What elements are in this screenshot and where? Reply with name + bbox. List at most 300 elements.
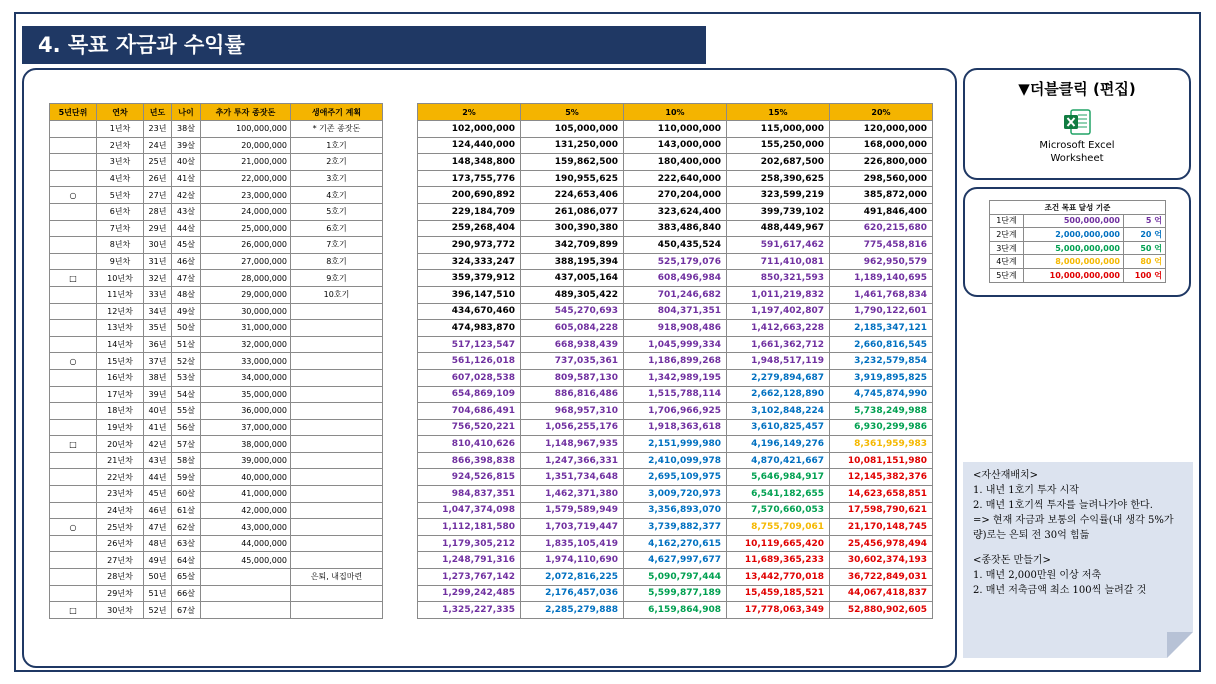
rate-value-cell: 11,689,365,233 bbox=[727, 552, 830, 569]
table-row bbox=[418, 286, 933, 303]
table-row bbox=[50, 137, 383, 154]
rate-value-cell: 399,739,102 bbox=[727, 203, 830, 220]
plan-cell: 39년 bbox=[144, 386, 172, 403]
criteria-stage: 1단계 bbox=[990, 214, 1024, 228]
rate-value-cell: 434,670,460 bbox=[418, 303, 521, 320]
rate-value-cell: 36,722,849,031 bbox=[830, 569, 933, 586]
rate-value-cell: 804,371,351 bbox=[624, 303, 727, 320]
plan-cell: * 기존 종잣돈 bbox=[291, 121, 383, 138]
plan-cell: 46살 bbox=[172, 253, 201, 270]
rate-value-cell: 2,410,099,978 bbox=[624, 452, 727, 469]
plan-cell: 26년차 bbox=[97, 535, 144, 552]
plan-cell bbox=[50, 452, 97, 469]
rate-value-cell: 866,398,838 bbox=[418, 452, 521, 469]
criteria-stage: 2단계 bbox=[990, 228, 1024, 242]
plan-cell: 28년 bbox=[144, 203, 172, 220]
rate-value-cell: 1,112,181,580 bbox=[418, 519, 521, 536]
rate-value-cell: 21,170,148,745 bbox=[830, 519, 933, 536]
plan-cell bbox=[291, 469, 383, 486]
table-row bbox=[418, 602, 933, 619]
plan-cell: 39,000,000 bbox=[201, 452, 291, 469]
table-row bbox=[50, 386, 383, 403]
table-row bbox=[418, 220, 933, 237]
plan-cell: ○ bbox=[50, 187, 97, 204]
table-row bbox=[418, 486, 933, 503]
table-row bbox=[418, 237, 933, 254]
double-click-title: ▼더블클릭 (편집) bbox=[1018, 80, 1136, 98]
table-row bbox=[50, 403, 383, 420]
plan-cell: 35,000,000 bbox=[201, 386, 291, 403]
plan-cell: 61살 bbox=[172, 502, 201, 519]
plan-cell: 19년차 bbox=[97, 419, 144, 436]
table-row bbox=[50, 203, 383, 220]
memo-note bbox=[963, 462, 1193, 658]
plan-cell bbox=[50, 585, 97, 602]
plan-cell: 37,000,000 bbox=[201, 419, 291, 436]
table-row bbox=[50, 220, 383, 237]
table-row bbox=[50, 486, 383, 503]
plan-cell: 34,000,000 bbox=[201, 369, 291, 386]
plan-header-cell: 추가 투자 종잣돈 bbox=[201, 104, 291, 121]
plan-cell bbox=[291, 320, 383, 337]
table-row bbox=[50, 121, 383, 138]
plan-cell: 26,000,000 bbox=[201, 237, 291, 254]
rate-header-cell: 5% bbox=[521, 104, 624, 121]
criteria-row bbox=[990, 255, 1166, 269]
plan-cell bbox=[291, 353, 383, 370]
table-row bbox=[418, 569, 933, 586]
rate-value-cell: 6,541,182,655 bbox=[727, 486, 830, 503]
plan-cell: 21,000,000 bbox=[201, 154, 291, 171]
plan-cell: 42년 bbox=[144, 436, 172, 453]
rate-value-cell: 1,148,967,935 bbox=[521, 436, 624, 453]
rate-value-cell: 775,458,816 bbox=[830, 237, 933, 254]
rate-value-cell: 1,661,362,712 bbox=[727, 336, 830, 353]
rate-value-cell: 608,496,984 bbox=[624, 270, 727, 287]
plan-cell bbox=[291, 403, 383, 420]
plan-cell: 23년 bbox=[144, 121, 172, 138]
rate-value-cell: 8,755,709,061 bbox=[727, 519, 830, 536]
plan-cell: 27년 bbox=[144, 187, 172, 204]
rate-value-cell: 1,412,663,228 bbox=[727, 320, 830, 337]
rate-header-cell: 20% bbox=[830, 104, 933, 121]
plan-cell: 44살 bbox=[172, 220, 201, 237]
plan-cell: 46년 bbox=[144, 502, 172, 519]
rate-value-cell: 14,623,658,851 bbox=[830, 486, 933, 503]
table-row bbox=[418, 303, 933, 320]
rate-value-cell: 124,440,000 bbox=[418, 137, 521, 154]
plan-cell: 37년 bbox=[144, 353, 172, 370]
criteria-row bbox=[990, 228, 1166, 242]
criteria-row bbox=[990, 214, 1166, 228]
rate-value-cell: 5,599,877,189 bbox=[624, 585, 727, 602]
plan-cell: 20년차 bbox=[97, 436, 144, 453]
excel-label-line1: Microsoft Excel bbox=[1039, 140, 1115, 151]
plan-cell: 14년차 bbox=[97, 336, 144, 353]
rate-value-cell: 1,189,140,695 bbox=[830, 270, 933, 287]
rate-value-cell: 342,709,899 bbox=[521, 237, 624, 254]
table-row bbox=[50, 286, 383, 303]
plan-cell: 2년차 bbox=[97, 137, 144, 154]
plan-cell bbox=[50, 336, 97, 353]
rate-value-cell: 202,687,500 bbox=[727, 154, 830, 171]
plan-cell: 29년차 bbox=[97, 585, 144, 602]
rate-value-cell: 5,738,249,988 bbox=[830, 403, 933, 420]
rate-value-cell: 1,047,374,098 bbox=[418, 502, 521, 519]
plan-cell: 56살 bbox=[172, 419, 201, 436]
table-row bbox=[418, 502, 933, 519]
rate-value-cell: 383,486,840 bbox=[624, 220, 727, 237]
rate-value-cell: 3,102,848,224 bbox=[727, 403, 830, 420]
page-title: 4. 목표 자금과 수익률 bbox=[22, 26, 706, 64]
table-row bbox=[50, 502, 383, 519]
plan-cell: 7년차 bbox=[97, 220, 144, 237]
rate-value-cell: 886,816,486 bbox=[521, 386, 624, 403]
rate-value-cell: 1,273,767,142 bbox=[418, 569, 521, 586]
plan-cell bbox=[291, 369, 383, 386]
note-seed-item-2: 2. 매년 저축금액 최소 100씩 늘려갈 것 bbox=[973, 585, 1147, 596]
table-row bbox=[418, 170, 933, 187]
criteria-short: 5 억 bbox=[1124, 214, 1166, 228]
plan-cell: 25년차 bbox=[97, 519, 144, 536]
plan-cell: 43살 bbox=[172, 203, 201, 220]
plan-cell bbox=[50, 469, 97, 486]
plan-cell: 40년 bbox=[144, 403, 172, 420]
rate-value-cell: 15,459,185,521 bbox=[727, 585, 830, 602]
plan-cell: 40살 bbox=[172, 154, 201, 171]
rate-value-cell: 190,955,625 bbox=[521, 170, 624, 187]
return-rate-table bbox=[417, 103, 933, 619]
plan-cell: 38년 bbox=[144, 369, 172, 386]
rate-value-cell: 7,570,660,053 bbox=[727, 502, 830, 519]
rate-value-cell: 1,351,734,648 bbox=[521, 469, 624, 486]
plan-cell: 32,000,000 bbox=[201, 336, 291, 353]
plan-cell: 28년차 bbox=[97, 569, 144, 586]
table-row bbox=[50, 270, 383, 287]
table-row bbox=[50, 187, 383, 204]
rate-value-cell: 810,410,626 bbox=[418, 436, 521, 453]
rate-value-cell: 10,119,665,420 bbox=[727, 535, 830, 552]
rate-value-cell: 607,028,538 bbox=[418, 369, 521, 386]
plan-cell: 23,000,000 bbox=[201, 187, 291, 204]
rate-value-cell: 2,176,457,036 bbox=[521, 585, 624, 602]
criteria-short: 100 억 bbox=[1124, 268, 1166, 282]
plan-cell: 30년 bbox=[144, 237, 172, 254]
criteria-short: 20 억 bbox=[1124, 228, 1166, 242]
rate-value-cell: 704,686,491 bbox=[418, 403, 521, 420]
rate-value-cell: 222,640,000 bbox=[624, 170, 727, 187]
rate-value-cell: 3,232,579,854 bbox=[830, 353, 933, 370]
plan-cell bbox=[291, 436, 383, 453]
plan-cell: 31,000,000 bbox=[201, 320, 291, 337]
plan-cell: 36,000,000 bbox=[201, 403, 291, 420]
plan-cell: 67살 bbox=[172, 602, 201, 619]
rate-value-cell: 8,361,959,983 bbox=[830, 436, 933, 453]
rate-value-cell: 324,333,247 bbox=[418, 253, 521, 270]
plan-cell bbox=[291, 419, 383, 436]
rate-value-cell: 605,084,228 bbox=[521, 320, 624, 337]
plan-cell: 41년 bbox=[144, 419, 172, 436]
rate-value-cell: 2,072,816,225 bbox=[521, 569, 624, 586]
investment-plan-table bbox=[49, 103, 383, 619]
rate-value-cell: 120,000,000 bbox=[830, 121, 933, 138]
rate-value-cell: 270,204,000 bbox=[624, 187, 727, 204]
plan-cell: 28,000,000 bbox=[201, 270, 291, 287]
plan-cell bbox=[291, 535, 383, 552]
plan-cell: 39살 bbox=[172, 137, 201, 154]
rate-value-cell: 155,250,000 bbox=[727, 137, 830, 154]
plan-header-cell: 연차 bbox=[97, 104, 144, 121]
table-row bbox=[50, 369, 383, 386]
table-row bbox=[418, 585, 933, 602]
rate-value-cell: 1,197,402,807 bbox=[727, 303, 830, 320]
table-row bbox=[418, 403, 933, 420]
plan-cell: 34년 bbox=[144, 303, 172, 320]
plan-cell: 30,000,000 bbox=[201, 303, 291, 320]
rate-value-cell: 323,624,400 bbox=[624, 203, 727, 220]
rate-value-cell: 924,526,815 bbox=[418, 469, 521, 486]
plan-cell: 32년 bbox=[144, 270, 172, 287]
rate-value-cell: 2,660,816,545 bbox=[830, 336, 933, 353]
rate-value-cell: 2,185,347,121 bbox=[830, 320, 933, 337]
rate-value-cell: 143,000,000 bbox=[624, 137, 727, 154]
plan-cell: 31년 bbox=[144, 253, 172, 270]
table-row bbox=[418, 369, 933, 386]
table-row bbox=[418, 419, 933, 436]
rate-value-cell: 1,706,966,925 bbox=[624, 403, 727, 420]
plan-cell: 9년차 bbox=[97, 253, 144, 270]
table-row bbox=[418, 386, 933, 403]
rate-value-cell: 620,215,680 bbox=[830, 220, 933, 237]
rate-value-cell: 298,560,000 bbox=[830, 170, 933, 187]
goal-criteria-title: 조건 목표 달성 기준 bbox=[990, 201, 1166, 215]
rate-value-cell: 1,248,791,316 bbox=[418, 552, 521, 569]
rate-value-cell: 385,872,000 bbox=[830, 187, 933, 204]
plan-cell bbox=[291, 502, 383, 519]
plan-cell: 57살 bbox=[172, 436, 201, 453]
plan-cell: 5호기 bbox=[291, 203, 383, 220]
rate-value-cell: 654,869,109 bbox=[418, 386, 521, 403]
plan-cell: 3호기 bbox=[291, 170, 383, 187]
table-row bbox=[50, 552, 383, 569]
rate-value-cell: 2,285,279,888 bbox=[521, 602, 624, 619]
rate-value-cell: 259,268,404 bbox=[418, 220, 521, 237]
rate-value-cell: 226,800,000 bbox=[830, 154, 933, 171]
plan-cell: 60살 bbox=[172, 486, 201, 503]
note-seed-title: <종잣돈 만들기> bbox=[973, 555, 1051, 566]
table-row bbox=[50, 336, 383, 353]
rate-value-cell: 1,515,788,114 bbox=[624, 386, 727, 403]
plan-cell: 9호기 bbox=[291, 270, 383, 287]
plan-cell: 58살 bbox=[172, 452, 201, 469]
rate-value-cell: 3,739,882,377 bbox=[624, 519, 727, 536]
rate-value-cell: 17,598,790,621 bbox=[830, 502, 933, 519]
rate-value-cell: 180,400,000 bbox=[624, 154, 727, 171]
table-row bbox=[418, 253, 933, 270]
plan-cell: 53살 bbox=[172, 369, 201, 386]
table-row bbox=[418, 154, 933, 171]
rate-value-cell: 300,390,380 bbox=[521, 220, 624, 237]
rate-value-cell: 17,778,063,349 bbox=[727, 602, 830, 619]
plan-cell bbox=[50, 137, 97, 154]
rate-value-cell: 168,000,000 bbox=[830, 137, 933, 154]
rate-value-cell: 488,449,967 bbox=[727, 220, 830, 237]
plan-cell: 36년 bbox=[144, 336, 172, 353]
plan-cell: 41,000,000 bbox=[201, 486, 291, 503]
rate-value-cell: 102,000,000 bbox=[418, 121, 521, 138]
rate-value-cell: 52,880,902,605 bbox=[830, 602, 933, 619]
plan-header-cell: 나이 bbox=[172, 104, 201, 121]
table-row bbox=[418, 320, 933, 337]
plan-cell: 4년차 bbox=[97, 170, 144, 187]
rate-value-cell: 474,983,870 bbox=[418, 320, 521, 337]
table-row bbox=[50, 237, 383, 254]
plan-cell: 12년차 bbox=[97, 303, 144, 320]
note-asset-item-3: => 현재 자금과 보통의 수익률(내 생각 5%가 량)로는 은퇴 전 30억 힘듦 bbox=[973, 515, 1174, 541]
plan-cell bbox=[50, 386, 97, 403]
plan-cell: 6호기 bbox=[291, 220, 383, 237]
plan-cell: 2호기 bbox=[291, 154, 383, 171]
rate-value-cell: 6,159,864,908 bbox=[624, 602, 727, 619]
rate-value-cell: 1,948,517,119 bbox=[727, 353, 830, 370]
plan-cell: 43년 bbox=[144, 452, 172, 469]
rate-value-cell: 962,950,579 bbox=[830, 253, 933, 270]
plan-cell bbox=[291, 585, 383, 602]
goal-criteria-panel bbox=[963, 187, 1191, 297]
rate-value-cell: 396,147,510 bbox=[418, 286, 521, 303]
plan-cell: 38,000,000 bbox=[201, 436, 291, 453]
rate-value-cell: 5,090,797,444 bbox=[624, 569, 727, 586]
plan-cell bbox=[50, 170, 97, 187]
plan-cell: 18년차 bbox=[97, 403, 144, 420]
rate-value-cell: 10,081,151,980 bbox=[830, 452, 933, 469]
rate-value-cell: 159,862,500 bbox=[521, 154, 624, 171]
rate-value-cell: 1,974,110,690 bbox=[521, 552, 624, 569]
plan-cell: 64살 bbox=[172, 552, 201, 569]
plan-cell: □ bbox=[50, 602, 97, 619]
table-row bbox=[50, 170, 383, 187]
rate-value-cell: 2,695,109,975 bbox=[624, 469, 727, 486]
plan-cell: □ bbox=[50, 270, 97, 287]
rate-value-cell: 115,000,000 bbox=[727, 121, 830, 138]
plan-cell: 35년 bbox=[144, 320, 172, 337]
plan-cell: 24년 bbox=[144, 137, 172, 154]
table-row bbox=[50, 320, 383, 337]
plan-cell bbox=[50, 154, 97, 171]
rate-value-cell: 3,919,895,825 bbox=[830, 369, 933, 386]
rate-value-cell: 12,145,382,376 bbox=[830, 469, 933, 486]
rate-value-cell: 1,056,255,176 bbox=[521, 419, 624, 436]
plan-cell: 4호기 bbox=[291, 187, 383, 204]
table-row bbox=[50, 353, 383, 370]
criteria-stage: 3단계 bbox=[990, 241, 1024, 255]
rate-value-cell: 3,356,893,070 bbox=[624, 502, 727, 519]
rate-value-cell: 711,410,081 bbox=[727, 253, 830, 270]
excel-icon[interactable] bbox=[1062, 107, 1092, 137]
plan-cell: 22,000,000 bbox=[201, 170, 291, 187]
double-click-edit-panel[interactable] bbox=[963, 68, 1191, 180]
plan-header-cell: 5년단위 bbox=[50, 104, 97, 121]
criteria-short: 50 억 bbox=[1124, 241, 1166, 255]
plan-cell: 15년차 bbox=[97, 353, 144, 370]
rate-value-cell: 2,151,999,980 bbox=[624, 436, 727, 453]
rate-value-cell: 1,461,768,834 bbox=[830, 286, 933, 303]
note-asset-item-2: 2. 매년 1호기씩 투자를 늘려나가야 한다. bbox=[973, 500, 1153, 511]
table-row bbox=[50, 535, 383, 552]
table-row bbox=[418, 353, 933, 370]
plan-cell bbox=[50, 203, 97, 220]
rate-value-cell: 809,587,130 bbox=[521, 369, 624, 386]
rate-value-cell: 261,086,077 bbox=[521, 203, 624, 220]
plan-cell bbox=[291, 452, 383, 469]
rate-value-cell: 591,617,462 bbox=[727, 237, 830, 254]
table-row bbox=[50, 303, 383, 320]
rate-value-cell: 30,602,374,193 bbox=[830, 552, 933, 569]
plan-cell: 8호기 bbox=[291, 253, 383, 270]
rate-value-cell: 561,126,018 bbox=[418, 353, 521, 370]
plan-cell: 10년차 bbox=[97, 270, 144, 287]
rate-value-cell: 4,196,149,276 bbox=[727, 436, 830, 453]
plan-cell: □ bbox=[50, 436, 97, 453]
table-row bbox=[418, 519, 933, 536]
plan-cell: 49년 bbox=[144, 552, 172, 569]
criteria-amount: 500,000,000 bbox=[1024, 214, 1124, 228]
plan-cell bbox=[291, 386, 383, 403]
rate-value-cell: 4,162,270,615 bbox=[624, 535, 727, 552]
rate-value-cell: 737,035,361 bbox=[521, 353, 624, 370]
plan-cell: 59살 bbox=[172, 469, 201, 486]
rate-value-cell: 105,000,000 bbox=[521, 121, 624, 138]
plan-cell: 48년 bbox=[144, 535, 172, 552]
rate-value-cell: 450,435,524 bbox=[624, 237, 727, 254]
rate-value-cell: 5,646,984,917 bbox=[727, 469, 830, 486]
plan-cell: 42살 bbox=[172, 187, 201, 204]
plan-cell: 21년차 bbox=[97, 452, 144, 469]
rate-value-cell: 2,279,894,687 bbox=[727, 369, 830, 386]
plan-cell: 50년 bbox=[144, 569, 172, 586]
plan-cell: 30년차 bbox=[97, 602, 144, 619]
plan-cell bbox=[50, 253, 97, 270]
plan-cell: 16년차 bbox=[97, 369, 144, 386]
rate-value-cell: 525,179,076 bbox=[624, 253, 727, 270]
table-row bbox=[50, 436, 383, 453]
plan-cell: 48살 bbox=[172, 286, 201, 303]
plan-cell bbox=[291, 552, 383, 569]
plan-cell: 5년차 bbox=[97, 187, 144, 204]
plan-cell bbox=[291, 602, 383, 619]
rate-value-cell: 1,011,219,832 bbox=[727, 286, 830, 303]
rate-header-cell: 2% bbox=[418, 104, 521, 121]
table-row bbox=[50, 452, 383, 469]
rate-value-cell: 984,837,351 bbox=[418, 486, 521, 503]
plan-cell bbox=[50, 486, 97, 503]
plan-cell: 13년차 bbox=[97, 320, 144, 337]
plan-cell: 27,000,000 bbox=[201, 253, 291, 270]
plan-cell: 6년차 bbox=[97, 203, 144, 220]
rate-value-cell: 489,305,422 bbox=[521, 286, 624, 303]
plan-cell: 63살 bbox=[172, 535, 201, 552]
table-row bbox=[50, 519, 383, 536]
plan-cell: ○ bbox=[50, 353, 97, 370]
rate-value-cell: 918,908,486 bbox=[624, 320, 727, 337]
plan-cell: 27년차 bbox=[97, 552, 144, 569]
plan-cell bbox=[201, 585, 291, 602]
excel-label-line2: Worksheet bbox=[1050, 153, 1104, 164]
rate-value-cell: 545,270,693 bbox=[521, 303, 624, 320]
rate-value-cell: 388,195,394 bbox=[521, 253, 624, 270]
criteria-amount: 2,000,000,000 bbox=[1024, 228, 1124, 242]
rate-value-cell: 229,184,709 bbox=[418, 203, 521, 220]
